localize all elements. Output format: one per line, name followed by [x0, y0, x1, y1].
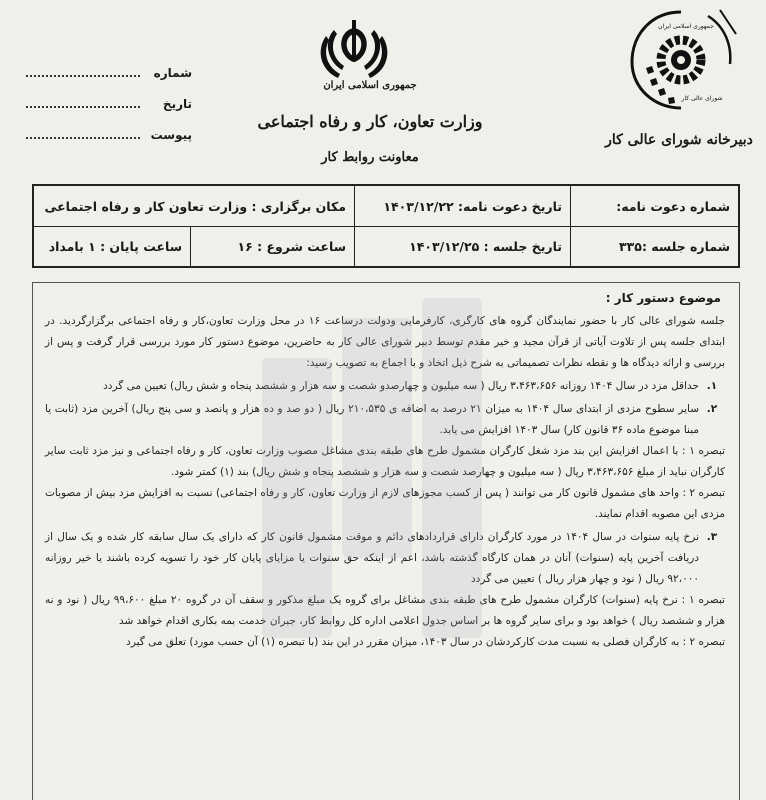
resolution-item — [45, 527, 725, 590]
attachment-field — [22, 128, 192, 159]
item-text: سایر سطوح مزدی از ابتدای سال ۱۴۰۴ به میزان ۲۱ درصد به اضافه ی ۲۱۰،۵۳۵ ریال ( دو صد و ده هزار و پانصد و سی پنج ریال) آخرین مزد (ثابت یا مبنا موضوع ماده ۳۶ قانون کار) سال ۱۴۰۳ افزایش می یابد. — [45, 403, 699, 436]
date-field — [22, 97, 192, 128]
info-row — [34, 227, 738, 266]
item-note: تبصره ۲ : واحد های مشمول قانون کار می توانند ( پس از کسب مجوزهای لازم از وزارت تعاون، کار و رفاه اجتماعی) نسبت به افزایش مزد بیش از مصوبات مزدی این مصوبه اقدام نمایند. — [45, 487, 725, 520]
invitation-number-cell: شماره دعوت نامه: — [570, 186, 738, 226]
date-label: تاریخ — [162, 97, 192, 111]
number-dotted-line — [26, 67, 140, 77]
invitation-date-cell: تاریخ دعوت نامه: ۱۴۰۳/۱۲/۲۲ — [354, 186, 570, 226]
session-number-cell: شماره جلسه :۳۳۵ — [570, 227, 738, 266]
item-note: تبصره ۱ : با اعمال افزایش این بند مزد شغل کارگران مشمول طرح های طبقه بندی مشاغل مصوب وزارت تعاون، کار و رفاه اجتماعی و نیز مزد ثابت سایر کارگران نباید از مبلغ ۳،۴۶۳،۶۵۶ ریال ( سه میلیون و چهارصد شصت و سه هزار و ششصد پنجاه و شش ریال) بند (۱) کمتر شود. — [45, 445, 725, 478]
item-note: تبصره ۱ : نرخ پایه (سنوات) کارگران مشمول طرح های طبقه بندی مشاغل برای گروه یک مبلغ مذکور و سقف آن در گروه ۲۰ مبلغ ۹۹،۶۰۰ ریال ( نود و نه هزار و ششصد ریال ) خواهد بود و برای سایر گروه ها بر اساس جدول اعلامی اداره کل روابط کار، جبران خدمت بمه بکاری اقدام خواهد شد — [45, 594, 725, 627]
item-text: حداقل مزد در سال ۱۴۰۴ روزانه ۳،۴۶۳،۶۵۶ ریال ( سه میلیون و چهارصدو شصت و سه هزار و ششصد پنجاه و شش ریال) تعیین می گردد — [103, 380, 699, 392]
number-label: شماره — [153, 66, 192, 80]
letter-meta-fields — [22, 66, 192, 159]
item-text: نرخ پایه سنوات در سال ۱۴۰۴ در مورد کارگران دارای قراردادهای دائم و موقت مشمول قانون کار که دارای یک سال سابقه کار شده و یک سال از دریافت آخرین پایه (سنوات) آنان در همان کارگاه گذشته باشد، اعم از اینکه حق سنوات یا مزایای پایان کار خود را تسویه کرده باشند یا خیر روزانه ۹۲،۰۰۰ ریال ( نود و چهار هزار ریال ) تعیین می گردد — [45, 531, 699, 585]
deputy-title: معاونت روابط کار — [321, 150, 419, 165]
republic-title: جمهوری اسلامی ایران — [323, 80, 417, 91]
item-note: تبصره ۲ : به کارگران فصلی به نسبت مدت کارکردشان در سال ۱۴۰۳، میزان مقرر در این بند (با تبصره (۱) آن حسب مورد) تعلق می گیرد — [126, 636, 725, 648]
item-number: ۲. — [706, 403, 718, 415]
resolution-item — [45, 399, 725, 441]
ministry-title: وزارت تعاون، کار و رفاه اجتماعی — [257, 112, 483, 131]
agenda-title: موضوع دستور کار : — [605, 291, 721, 305]
session-date-cell: تاریخ جلسه : ۱۴۰۳/۱۲/۲۵ — [354, 227, 570, 266]
item-number: ۱. — [706, 380, 718, 392]
attachment-dotted-line — [26, 129, 140, 139]
minutes-text — [45, 311, 725, 653]
end-time-cell: ساعت پایان : ۱ بامداد — [48, 239, 182, 254]
logo-inner-text: شورای عالی کار — [681, 95, 723, 102]
resolution-item — [45, 376, 725, 397]
logo-ring-text: جمهوری اسلامی ایران — [658, 23, 714, 30]
item-number: ۳. — [706, 531, 718, 543]
meeting-info-table — [32, 184, 740, 268]
council-secretariat-title: دبیرخانه شورای عالی کار — [605, 132, 753, 148]
minutes-body — [32, 282, 740, 800]
start-time-cell: ساعت شروع : ۱۶ — [190, 227, 354, 266]
intro-paragraph: جلسه شورای عالی کار با حضور نمایندگان گروه های کارگری، کارفرمایی ودولت درساعت ۱۶ در محل وزارت تعاون،کار و رفاه اجتماعی برگزارگردید. در ابتدای جلسه پس از تلاوت آیاتی از قرآن مجید و خیر مقدم توسط دبیر شورای عالی کار به حاضرین، موضوع دستور کار مورد بررسی قرار گرفت و پس از بررسی و ارائه دیدگاه ها و نقطه نظرات تصمیماتی به شرح ذیل اتخاذ و با اجماع به تصویب رسید: — [45, 315, 726, 369]
attachment-label: پیوست — [150, 128, 192, 142]
number-field — [22, 66, 192, 97]
venue-cell: مکان برگزاری : وزارت تعاون کار و رفاه اجتماعی — [44, 198, 346, 214]
council-logo-icon — [624, 8, 738, 112]
date-dotted-line — [26, 98, 140, 108]
iran-emblem-icon — [314, 18, 394, 84]
info-row — [34, 186, 738, 227]
